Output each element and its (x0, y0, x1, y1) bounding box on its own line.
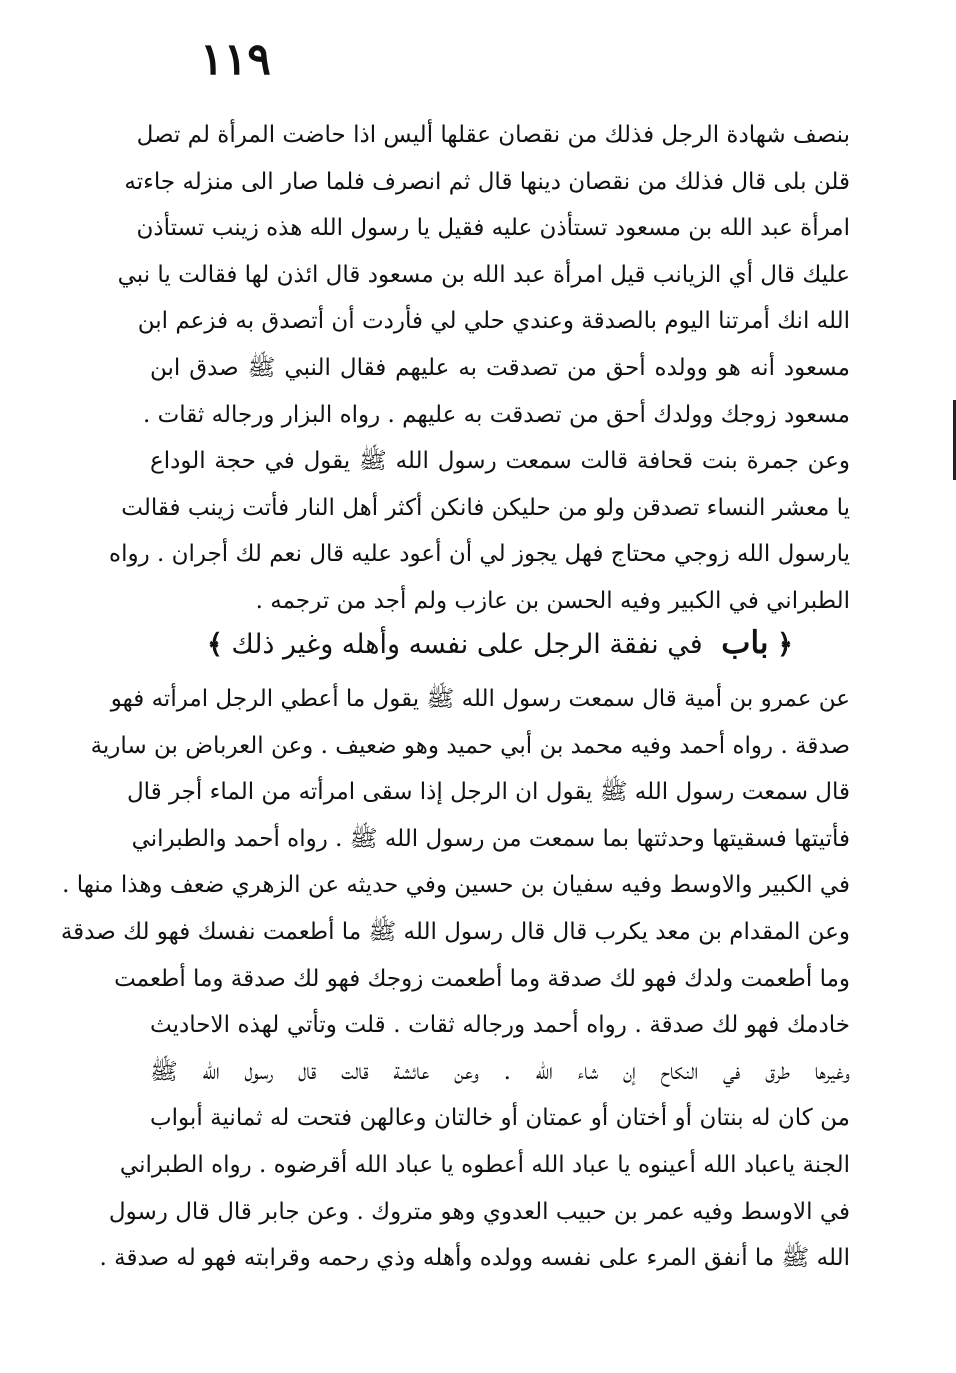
text-line: الله ﷺ ما أنفق المرء على نفسه وولده وأهله وذي رحمه وقرابته فهو له صدقة . (99, 1245, 850, 1272)
chapter-title: في نفقة الرجل على نفسه وأهله وغير ذلك (231, 629, 703, 660)
chapter-label: باب (721, 625, 769, 661)
text-line: الطبراني في الكبير وفيه الحسن بن عازب ولم أجد من ترجمه . (255, 587, 850, 614)
text-line: الله انك أمرتنا اليوم بالصدقة وعندي حلي لي فأردت أن أتصدق به فزعم ابن (137, 308, 850, 335)
ornamental-bracket-open: ﴿ (777, 629, 793, 660)
text-line: يا معشر النساء تصدقن ولو من حليكن فانكن أكثر أهل النار فأتت زينب فقالت (121, 494, 850, 521)
text-line: مسعود أنه هو وولده أحق من تصدقت به عليهم فقال النبي ﷺ صدق ابن (150, 354, 850, 381)
text-block-upper (109, 112, 850, 625)
text-line: خادمك فهو لك صدقة . رواه أحمد ورجاله ثقات . قلت وتأتي لهذه الاحاديث (150, 1012, 850, 1039)
text-line: من كان له بنتان أو أختان أو عمتان أو خالتان وعالهن فتحت له ثمانية أبواب (150, 1105, 850, 1132)
text-line: الجنة ياعباد الله أعينوه يا عباد الله أعطوه يا عباد الله أقرضوه . رواه الطبراني (119, 1151, 850, 1178)
text-block-lower (60, 676, 850, 1282)
ornamental-bracket-close: ﴾ (207, 629, 223, 660)
text-line: فأتيتها فسقيتها وحدثتها بما سمعت من رسول الله ﷺ . رواه أحمد والطبراني (131, 825, 850, 852)
text-line: عن عمرو بن أمية قال سمعت رسول الله ﷺ يقول ما أعطي الرجل امرأته فهو (110, 686, 850, 712)
text-line: وغيرها طرق في النكاح إن شاء الله . وعن عائشة قالت قال رسول الله ﷺ (150, 1058, 850, 1085)
text-line: قال سمعت رسول الله ﷺ يقول ان الرجل إذا سقى امرأته من الماء أجر قال (126, 779, 850, 806)
text-line: في الاوسط وفيه عمر بن حبيب العدوي وهو متروك . وعن جابر قال قال رسول (108, 1198, 850, 1225)
text-line: في الكبير والاوسط وفيه سفيان بن حسين وفي حديثه عن الزهري ضعف وهذا منها . (62, 872, 850, 899)
text-line: مسعود زوجك وولدك أحق من تصدقت به عليهم . رواه البزار ورجاله ثقات . (143, 401, 850, 428)
text-line: يارسول الله زوجي محتاج فهل يجوز لي أن أعود عليه قال نعم لك أجران . رواه (109, 541, 850, 568)
text-line: امرأة عبد الله بن مسعود تستأذن عليه فقيل يا رسول الله هذه زينب تستأذن (136, 215, 850, 242)
text-line: عليك قال أي الزيانب قيل امرأة عبد الله بن مسعود قال ائذن لها فقالت يا نبي (117, 261, 850, 288)
chapter-heading (200, 618, 800, 670)
text-line: بنصف شهادة الرجل فذلك من نقصان عقلها أليس اذا حاضت المرأة لم تصل (136, 122, 850, 148)
text-line: وعن جمرة بنت قحافة قالت سمعت رسول الله ﷺ يقول في حجة الوداع (150, 448, 850, 475)
text-line: قلن بلى قال فذلك من نقصان دينها قال ثم انصرف فلما صار الى منزله جاءته (124, 168, 850, 195)
text-line: صدقة . رواه أحمد وفيه محمد بن أبي حميد وهو ضعيف . وعن العرباض بن سارية (90, 732, 850, 759)
text-line: وما أطعمت ولدك فهو لك صدقة وما أطعمت زوجك فهو لك صدقة وما أطعمت (114, 965, 850, 992)
text-line: وعن المقدام بن معد يكرب قال قال رسول الله ﷺ ما أطعمت نفسك فهو لك صدقة (60, 918, 850, 945)
page-number: ١١٩ (200, 34, 271, 85)
